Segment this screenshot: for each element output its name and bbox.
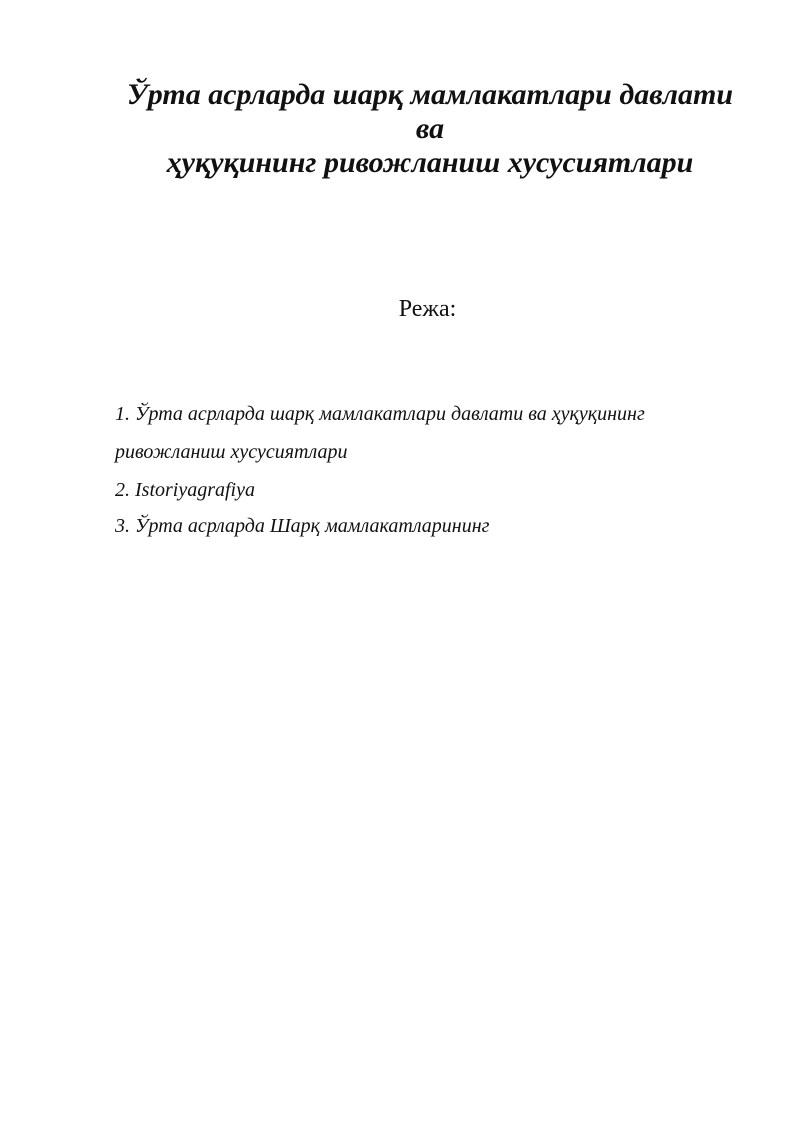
document-title-line-2: ва [415, 112, 445, 145]
document-title-line-3: ҳуқуқининг ривожланиш хусусиятлари [166, 146, 694, 179]
plan-item-1-continuation: ривожланиш хусусиятлари [115, 441, 348, 463]
plan-heading: Режа: [398, 296, 457, 322]
plan-item-1: 1. Ўрта асрларда шарқ мамлакатлари давлати ва ҳуқуқининг [115, 403, 645, 425]
plan-item-2: 2. Istoriyagrafiya [115, 479, 255, 501]
plan-item-3: 3. Ўрта асрларда Шарқ мамлакатларининг [115, 515, 490, 537]
document-title-line-1: Ўрта асрларда шарқ мамлакатлари давлати [126, 78, 734, 111]
